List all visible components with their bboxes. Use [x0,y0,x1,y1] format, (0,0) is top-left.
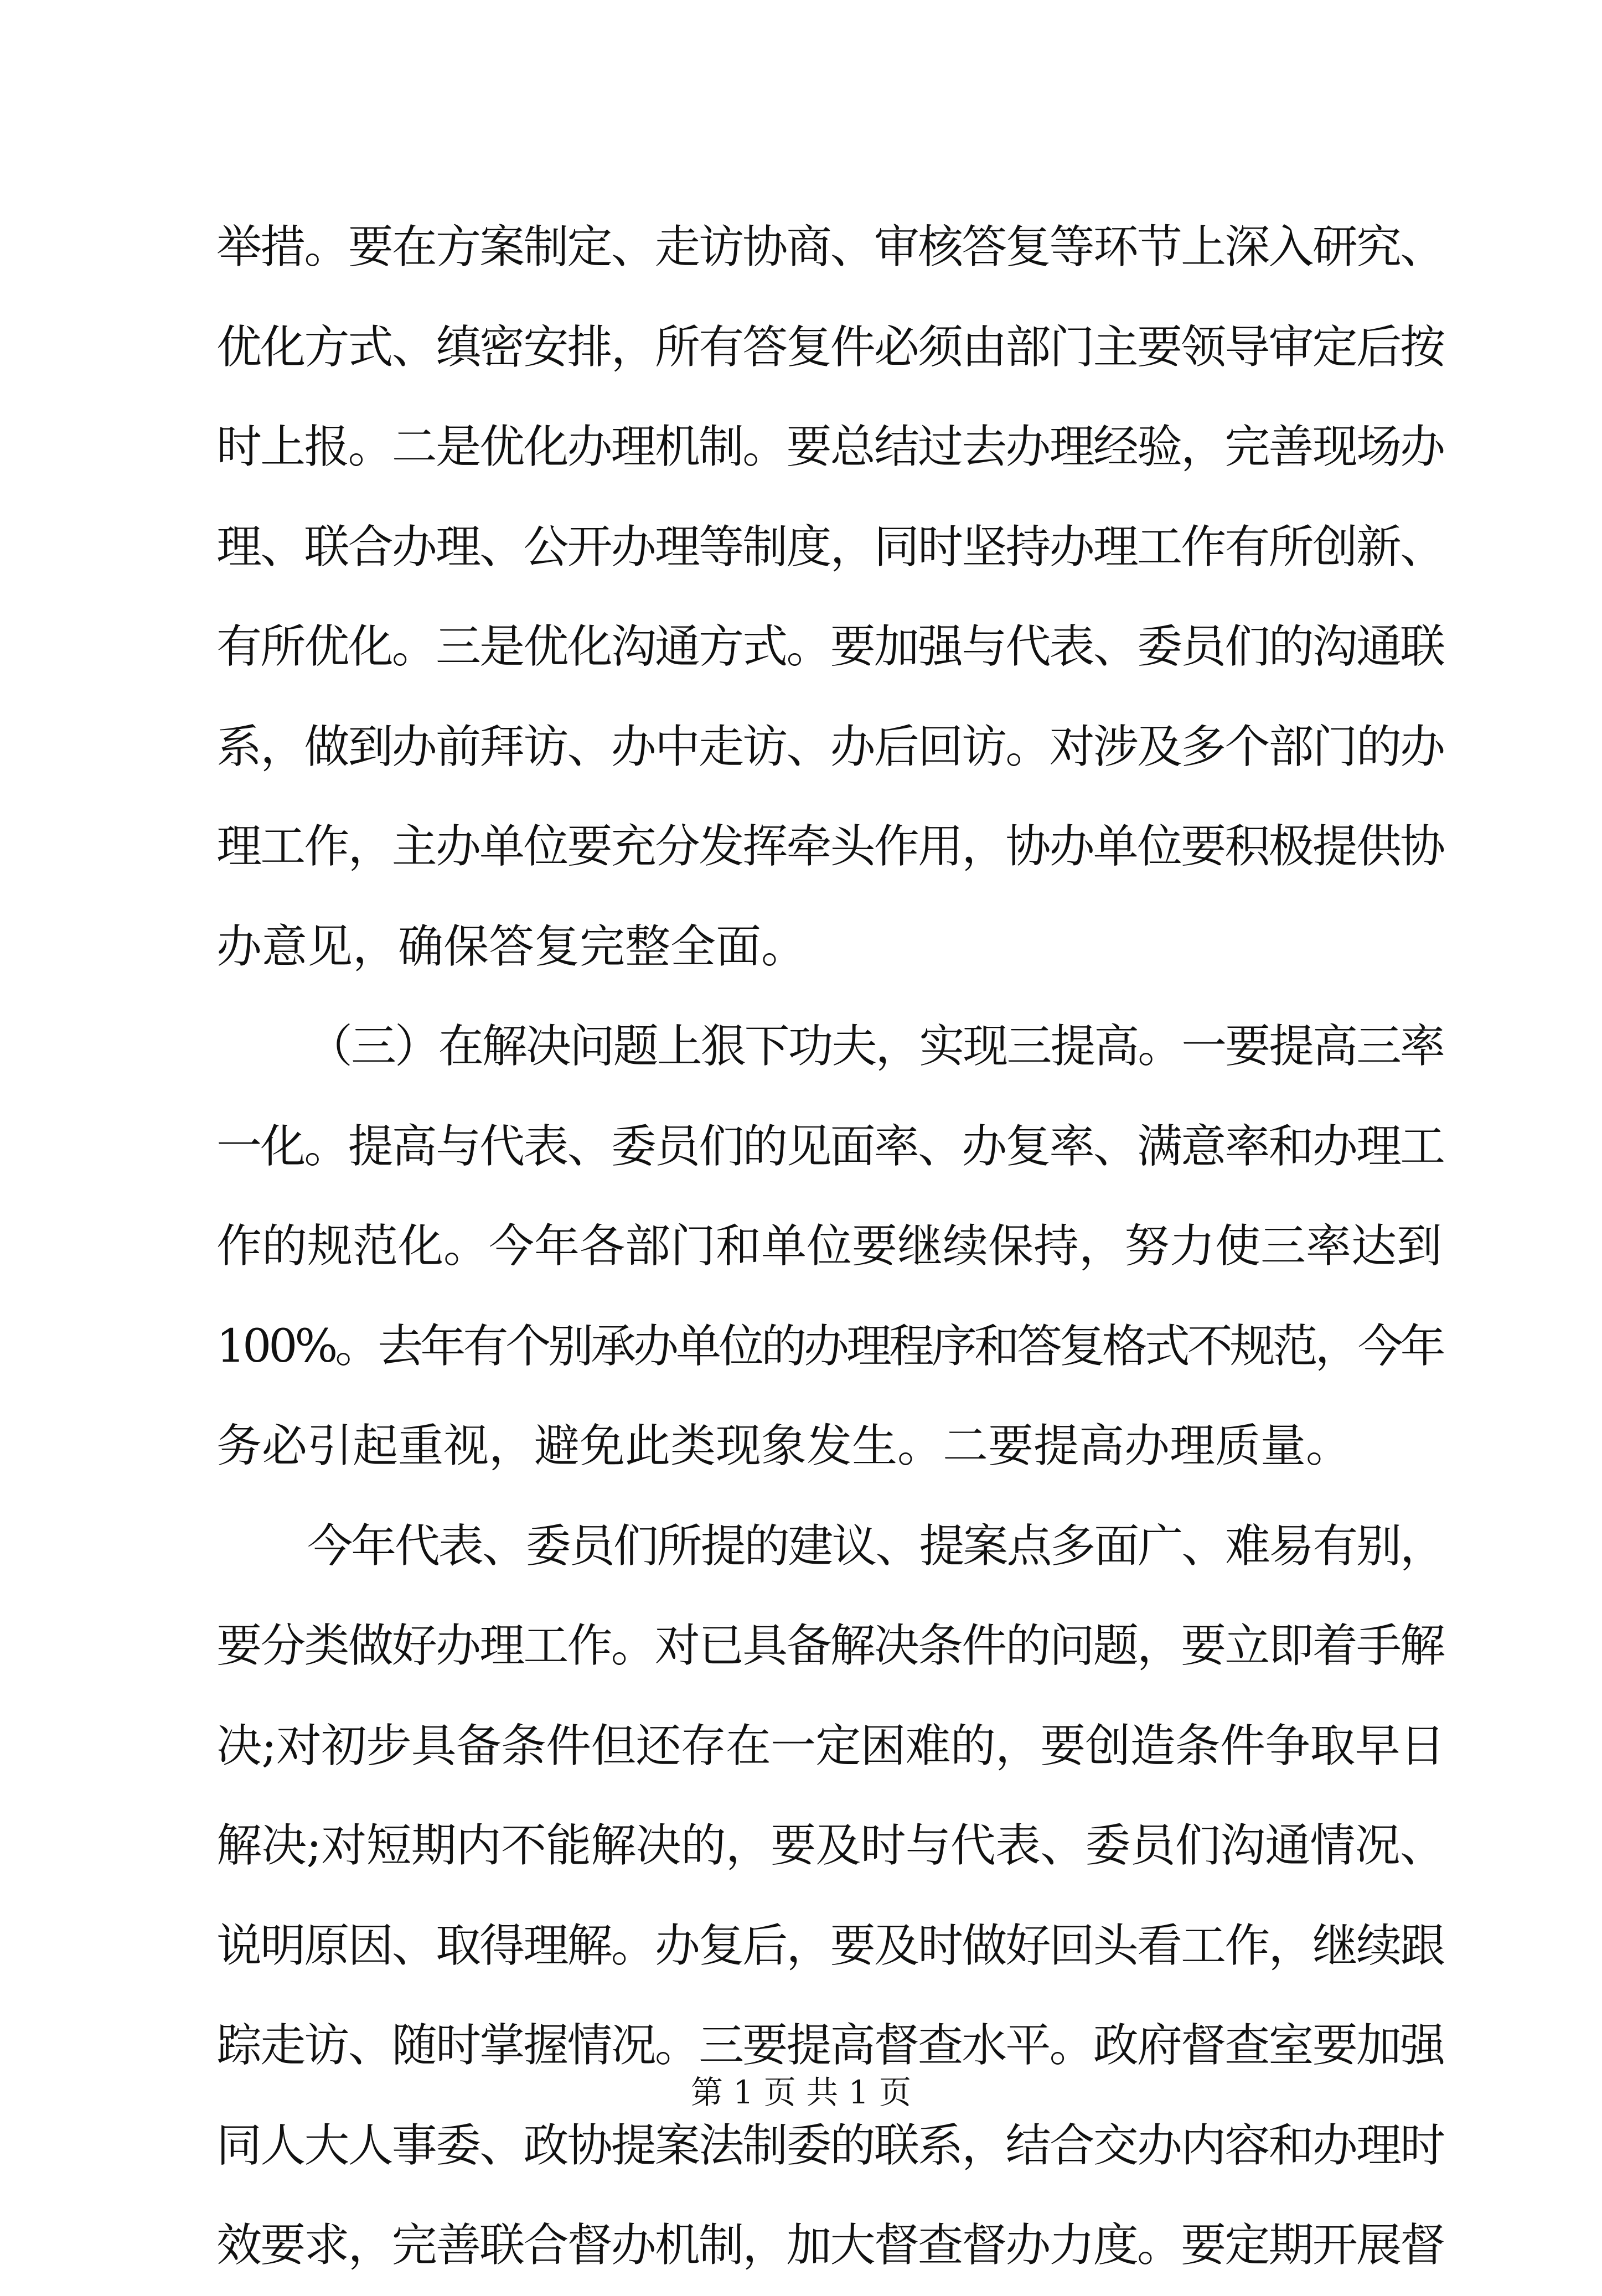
text-line: 理、联合办理、公开办理等制度，同时坚持办理工作有所创新、 [216,520,1444,573]
text-line: （三）在解决问题上狠下功夫，实现三提高。一要提高三率 [307,1020,1444,1073]
text-line: 决;对初步具备条件但还存在一定困难的，要创造条件争取早日 [216,1719,1445,1772]
text-line: 一化。提高与代表、委员们的见面率、办复率、满意率和办理工 [216,1120,1444,1173]
text-line: 优化方式、缜密安排，所有答复件必须由部门主要领导审定后按 [216,320,1444,374]
text-line: 同人大人事委、政协提案法制委的联系，结合交办内容和办理时 [216,2119,1444,2172]
text-line: 今年代表、委员们所提的建议、提案点多面广、难易有别， [307,1519,1444,1573]
text-line: 效要求，完善联合督办机制，加大督查督办力度。要定期开展督 [216,2219,1444,2272]
page-number-label: 第 1 页 共 1 页 [691,2073,911,2111]
text-line: 100%。去年有个别承办单位的办理程序和答复格式不规范，今年 [216,1320,1443,1373]
text-line: 举措。要在方案制定、走访协商、审核答复等环节上深入研究、 [216,221,1444,273]
text-line: 有所优化。三是优化沟通方式。要加强与代表、委员们的沟通联 [216,620,1444,673]
text-line: 要分类做好办理工作。对已具备解决条件的问题，要立即着手解 [216,1620,1444,1672]
text-line: 理工作，主办单位要充分发挥牵头作用，协办单位要积极提供协 [216,820,1444,873]
text-line: 说明原因、取得理解。办复后，要及时做好回头看工作，继续跟 [216,1919,1444,1972]
page-footer [0,2070,1602,2114]
text-line: 系，做到办前拜访、办中走访、办后回访。对涉及多个部门的办 [216,720,1444,773]
text-line: 时上报。二是优化办理机制。要总结过去办理经验，完善现场办 [216,421,1444,473]
text-line: 作的规范化。今年各部门和单位要继续保持，努力使三率达到 [216,1220,1443,1273]
text-line: 办意见，确保答复完整全面。 [216,920,807,973]
text-line: 解决;对短期内不能解决的，要及时与代表、委员们沟通情况、 [216,1819,1445,1872]
text-line: 踪走访、随时掌握情况。三要提高督查水平。政府督查室要加强 [216,2019,1444,2072]
text-line: 务必引起重视，避免此类现象发生。二要提高办理质量。 [216,1420,1352,1472]
document-body [216,198,1445,2296]
